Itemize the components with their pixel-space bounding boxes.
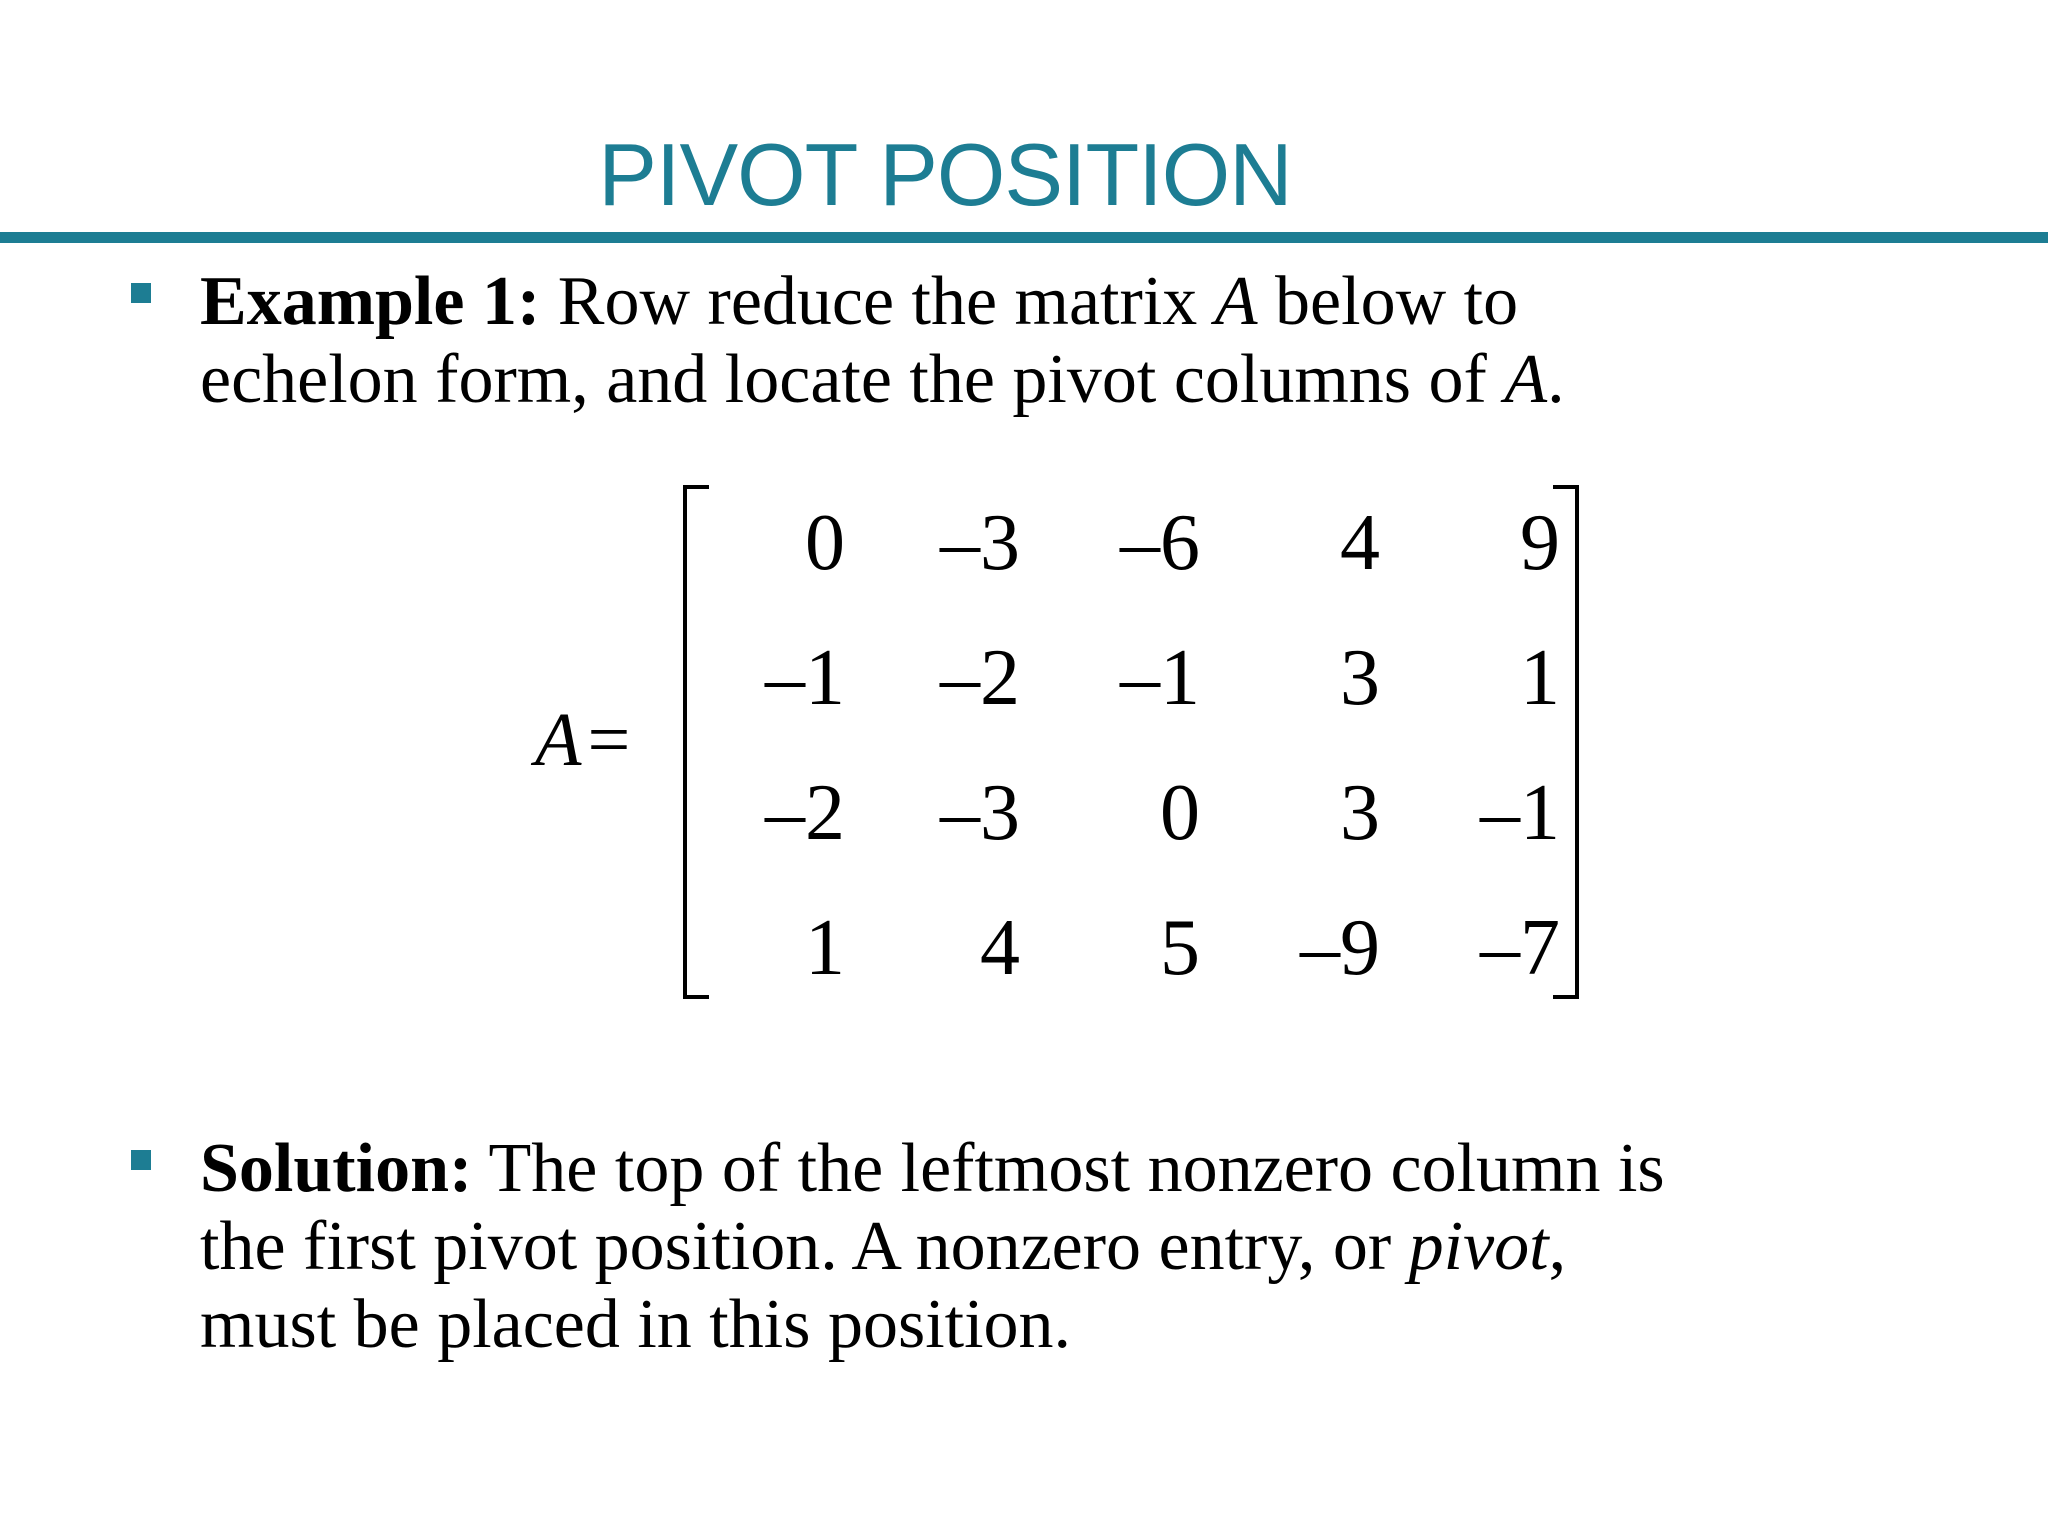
solution-line-2 — [200, 1208, 1665, 1286]
matrix-cell: 3 — [1340, 769, 1380, 857]
solution-text-1: The top of the leftmost nonzero column is — [472, 1130, 1665, 1207]
matrix-cell: 4 — [1340, 499, 1380, 587]
matrix-cell: 1 — [1520, 634, 1560, 722]
example-text-1-end: below to — [1257, 263, 1519, 340]
matrix-cell: –1 — [1480, 769, 1560, 857]
solution-line-3 — [200, 1286, 1665, 1364]
matrix-cell: –1 — [1120, 634, 1200, 722]
example-line-1 — [200, 263, 1565, 341]
example-text-1: Row reduce the matrix — [540, 263, 1215, 340]
matrix-cell: 9 — [1520, 499, 1560, 587]
example-var-1: A — [1214, 263, 1258, 340]
matrix-cell: 1 — [805, 904, 845, 992]
matrix-cell: –2 — [765, 769, 845, 857]
example-line-2 — [200, 341, 1565, 419]
matrix-cell: –2 — [940, 634, 1020, 722]
example-label: Example 1: — [200, 263, 541, 340]
matrix-cell: 3 — [1340, 634, 1380, 722]
matrix-equals: = — [587, 698, 631, 782]
example-text-2: echelon form, and locate the pivot columns of — [200, 341, 1505, 418]
matrix-cell: 0 — [805, 499, 845, 587]
matrix-cell: –6 — [1120, 499, 1200, 587]
matrix-cell: –9 — [1300, 904, 1380, 992]
example-text-2-end: . — [1547, 341, 1565, 418]
title-divider — [0, 232, 2048, 243]
solution-text-2: the first pivot position. A nonzero entry, or — [200, 1208, 1409, 1285]
solution-text-2-end: , — [1548, 1208, 1567, 1285]
matrix-cell: –7 — [1480, 904, 1560, 992]
matrix-cell: 5 — [1160, 904, 1200, 992]
slide-title: PIVOT POSITION — [598, 125, 1292, 224]
example-paragraph — [200, 263, 1565, 419]
matrix-cell: 4 — [980, 904, 1020, 992]
bullet-square-icon — [131, 1150, 151, 1170]
matrix-cell: –3 — [940, 769, 1020, 857]
matrix-name: A — [535, 698, 582, 782]
solution-text-3: must be placed in this position. — [200, 1286, 1072, 1363]
matrix-label — [535, 695, 630, 785]
solution-line-1 — [200, 1130, 1665, 1208]
example-var-2: A — [1504, 341, 1548, 418]
matrix-grid — [705, 483, 1560, 1023]
solution-italic-pivot: pivot — [1408, 1208, 1549, 1285]
solution-label: Solution: — [200, 1130, 473, 1207]
matrix-cell: –1 — [765, 634, 845, 722]
matrix-cell: –3 — [940, 499, 1020, 587]
bullet-square-icon — [131, 283, 151, 303]
solution-paragraph — [200, 1130, 1665, 1364]
matrix-cell: 0 — [1160, 769, 1200, 857]
